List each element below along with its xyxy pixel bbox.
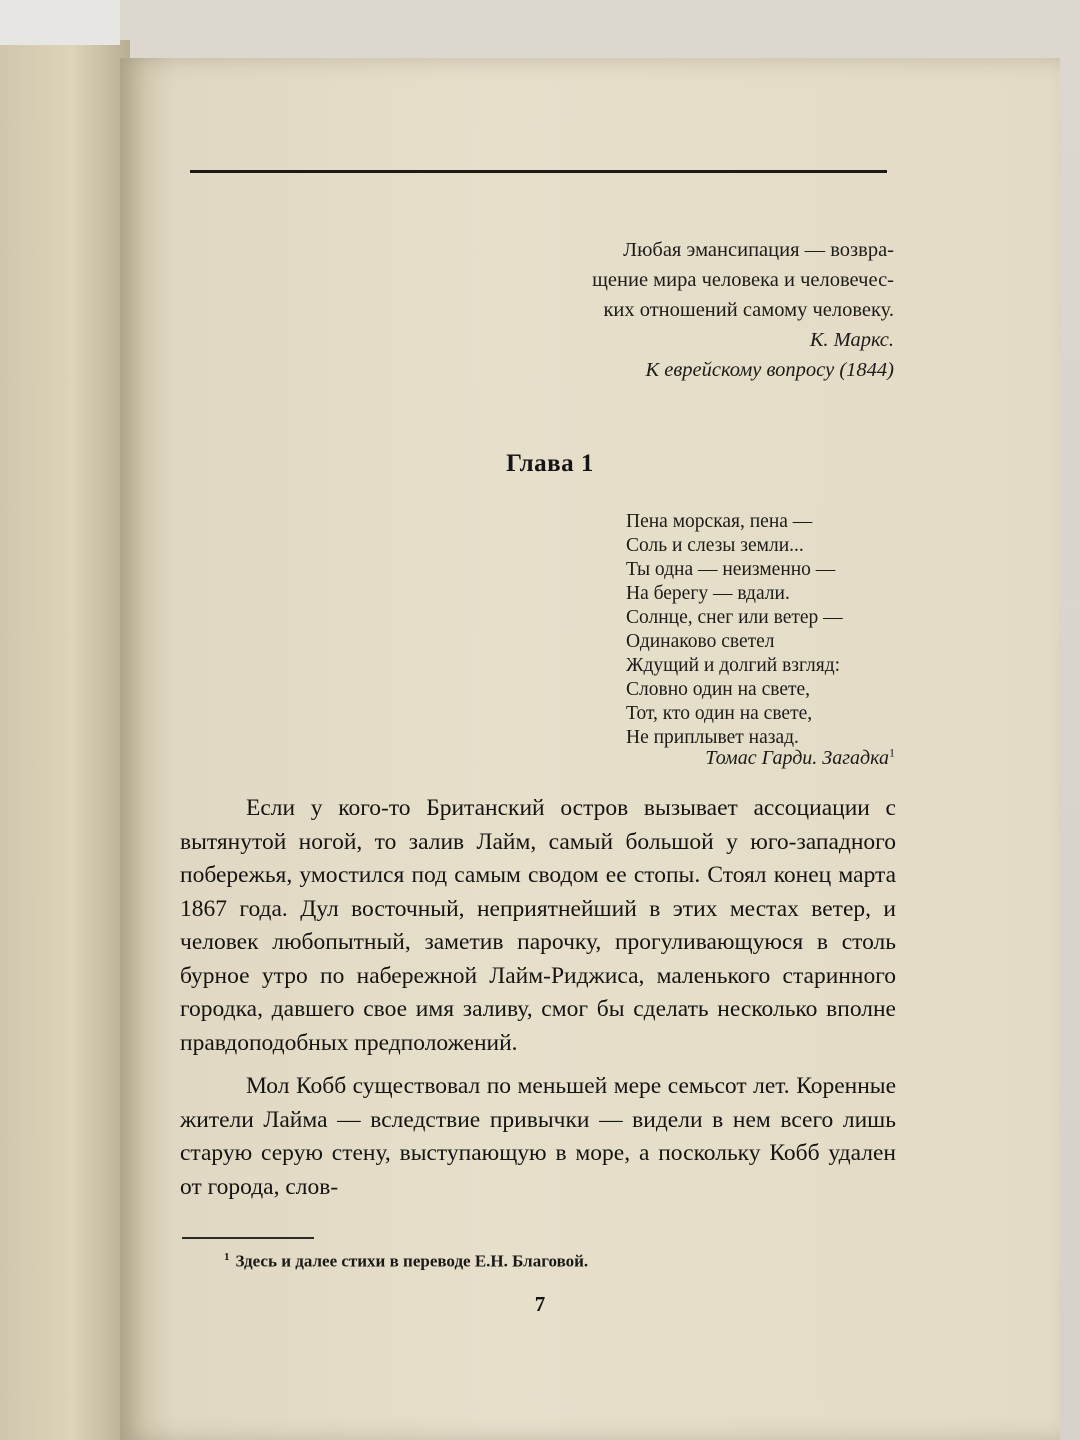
epigraph-author: К. Маркс. [809,329,894,351]
footnote-rule [182,1237,314,1239]
poem-line: Одинаково светел [626,631,775,652]
epigraph-source: К еврейскому вопросу (1844) [645,359,894,381]
poem-line: Не приплывет назад. [626,727,799,748]
poem-line: Соль и слезы земли... [626,535,804,556]
poem-line: На берегу — вдали. [626,583,790,604]
poem-line: Тот, кто один на свете, [626,703,813,724]
poem-attribution-text: Томас Гарди. Загадка [705,747,889,769]
poem-attribution [560,747,895,770]
poem-line: Ты одна — неизменно — [626,559,836,580]
poem-line: Словно один на свете, [626,679,811,700]
epigraph [480,235,894,385]
footnote-marker: 1 [224,1251,230,1263]
epigraph-line: Любая эмансипация — возвра- [623,239,894,261]
body-paragraph: Если у кого-то Британский остров вызывает ассоциации с вытянутой ногой, то залив Лайм, самый большой у юго-западного побережья, умостился под самым сводом ее стопы. Стоял конец марта 1867 года. Дул восточный, неприятнейший в этих местах ветер, и человек любопытный, заметив парочку, прогуливающуюся в столь бурное утро по набережной Лайм-Риджиса, маленького старинного городка, давшего свое имя заливу, смог бы сделать несколько вполне правдоподобных предположений. [180,795,896,1056]
chapter-title: Глава 1 [506,450,594,477]
left-page-edge [0,0,120,45]
footnote [224,1251,864,1272]
left-page [0,40,130,1440]
body-paragraph: Мол Кобб существовал по меньшей мере семьсот лет. Коренные жители Лайма — вследствие привычки — видели в нем всего лишь старую серую стену, выступающую в море, а поскольку Кобб удален от города, слов- [180,1073,896,1200]
body-text [180,792,896,1204]
poem-line: Ждущий и долгий взгляд: [626,655,841,676]
poem-footnote-ref: 1 [889,745,895,760]
page-number: 7 [534,1292,546,1316]
poem-line: Солнце, снег или ветер — [626,607,843,628]
footnote-text: Здесь и далее стихи в переводе Е.Н. Благовой. [235,1251,589,1271]
poem [626,510,906,750]
poem-line: Пена морская, пена — [626,511,813,532]
top-rule [190,170,887,173]
epigraph-line: ких отношений самому человеку. [603,299,894,321]
epigraph-line: щение мира человека и человечес- [592,269,894,291]
